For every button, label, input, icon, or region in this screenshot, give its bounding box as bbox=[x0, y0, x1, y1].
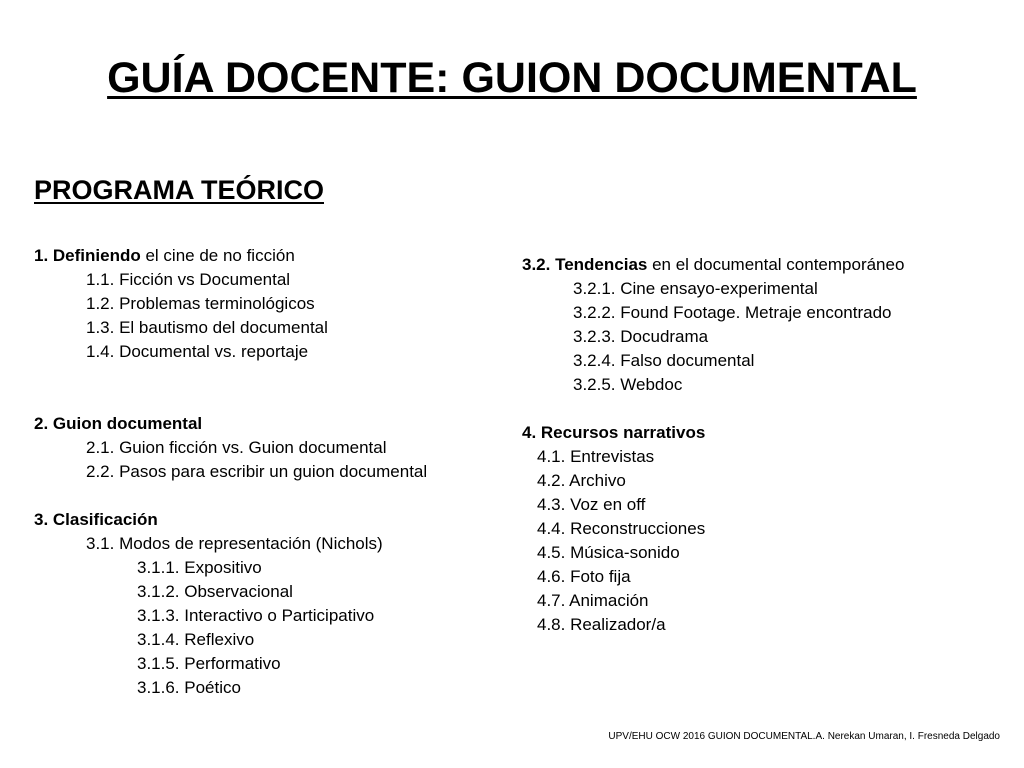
outline-item-2-2: 2.2. Pasos para escribir un guion documental bbox=[86, 462, 428, 481]
outline-item-1-rest: el cine de no ficción bbox=[140, 246, 295, 265]
outline-item-1-3: 1.3. El bautismo del documental bbox=[86, 318, 328, 337]
outline-item-3-1-5: 3.1.5. Performativo bbox=[137, 654, 281, 673]
outline-item-1-2: 1.2. Problemas terminológicos bbox=[86, 294, 315, 313]
outline-item-3-2 bbox=[522, 253, 904, 277]
section-heading: PROGRAMA TEÓRICO bbox=[34, 175, 324, 205]
outline-item-1-4: 1.4. Documental vs. reportaje bbox=[86, 342, 309, 361]
outline-item-4-2: 4.2. Archivo bbox=[537, 471, 626, 490]
outline-item-4: 4. Recursos narrativos bbox=[522, 423, 706, 442]
outline-item-2-1: 2.1. Guion ficción vs. Guion documental bbox=[86, 438, 387, 457]
outline-item-4-3: 4.3. Voz en off bbox=[537, 495, 646, 514]
outline-item-3-1-6: 3.1.6. Poético bbox=[137, 678, 241, 697]
outline-item-4-1: 4.1. Entrevistas bbox=[537, 447, 655, 466]
outline-item-3-2-5: 3.2.5. Webdoc bbox=[573, 375, 683, 394]
outline-item-3-1-3: 3.1.3. Interactivo o Participativo bbox=[137, 606, 375, 625]
outline-item-3-2-bold: 3.2. Tendencias bbox=[522, 255, 648, 274]
outline-item-4-6: 4.6. Foto fija bbox=[537, 567, 631, 586]
outline-item-1 bbox=[34, 244, 295, 268]
outline-item-3-2-1: 3.2.1. Cine ensayo-experimental bbox=[573, 279, 818, 298]
outline-item-2: 2. Guion documental bbox=[34, 414, 203, 433]
outline-item-3-1-4: 3.1.4. Reflexivo bbox=[137, 630, 255, 649]
outline-item-3-2-2: 3.2.2. Found Footage. Metraje encontrado bbox=[573, 303, 892, 322]
outline-item-1-1: 1.1. Ficción vs Documental bbox=[86, 270, 291, 289]
outline-item-3-2-4: 3.2.4. Falso documental bbox=[573, 351, 755, 370]
outline-item-3-2-3: 3.2.3. Docudrama bbox=[573, 327, 709, 346]
outline-item-1-bold: 1. Definiendo bbox=[34, 246, 141, 265]
outline-item-4-7: 4.7. Animación bbox=[537, 591, 649, 610]
outline-item-4-5: 4.5. Música-sonido bbox=[537, 543, 680, 562]
outline-item-3-1-1: 3.1.1. Expositivo bbox=[137, 558, 262, 577]
outline-item-4-8: 4.8. Realizador/a bbox=[537, 615, 666, 634]
outline-item-3: 3. Clasificación bbox=[34, 510, 158, 529]
page-title: GUÍA DOCENTE: GUION DOCUMENTAL bbox=[107, 54, 917, 102]
outline-item-3-1: 3.1. Modos de representación (Nichols) bbox=[86, 534, 383, 553]
outline-item-4-4: 4.4. Reconstrucciones bbox=[537, 519, 706, 538]
footer-credit: UPV/EHU OCW 2016 GUION DOCUMENTAL.A. Nerekan Umaran, I. Fresneda Delgado bbox=[608, 731, 1000, 742]
outline-item-3-2-rest: en el documental contemporáneo bbox=[647, 255, 905, 274]
outline-item-3-1-2: 3.1.2. Observacional bbox=[137, 582, 293, 601]
